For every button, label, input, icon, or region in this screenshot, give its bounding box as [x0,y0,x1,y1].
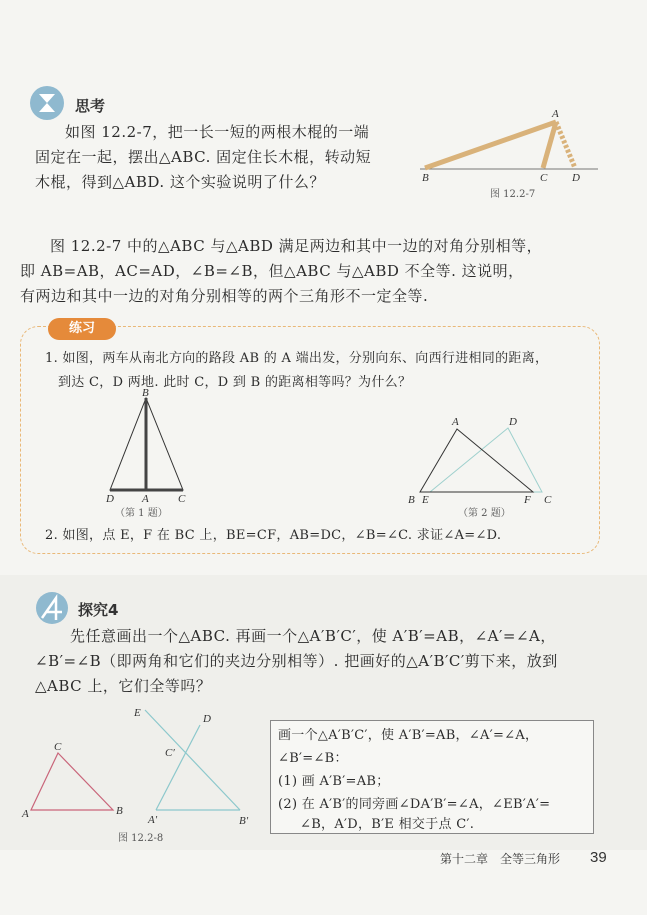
label-A: A [552,108,559,120]
label-D: D [203,713,211,725]
steps-line-5: ∠B，A′D，B′E 相交于点 C′. [300,817,475,832]
think-title: 思考 [75,97,106,115]
question-1-line-1: 1. 如图，两车从南北方向的路段 AB 的 A 端出发，分别向东、向西行进相同的距离， [45,351,549,366]
figure-caption-12-2-8: 图 12.2-8 [118,833,164,844]
label-E: E [422,494,429,506]
label-B: B [142,387,149,399]
paragraph-line-3: 有两边和其中一边的对角分别相等的两个三角形不一定全等. [20,287,429,305]
label-A: A [142,493,149,505]
page-number: 39 [590,849,607,866]
question-1-line-2: 到达 C，D 两地. 此时 C，D 到 B 的距离相等吗？为什么？ [58,375,412,390]
label-C: C [178,493,186,505]
label-A: A [22,808,29,820]
label-D: D [509,416,517,428]
label-C-prime: C′ [165,747,175,759]
explore-icon [36,592,68,624]
steps-line-3: (1) 画 A′B′=AB； [278,774,390,789]
question-2-caption: （第 2 题） [458,508,511,519]
label-C: C [540,172,548,184]
practice-tab: 练习 [48,318,116,340]
label-E: E [134,707,141,719]
explore-line-2: ∠B′=∠B（即两角和它们的夹边分别相等）. 把画好的△A′B′C′剪下来，放到 [35,652,558,670]
label-D: D [106,493,114,505]
explore-title: 探究4 [78,601,119,619]
label-B-prime: B′ [239,815,249,827]
explore-line-1: 先任意画出一个△ABC. 再画一个△A′B′C′，使 A′B′=AB，∠A′=∠A， [70,627,556,645]
label-B: B [422,172,429,184]
figure-12-2-8 [21,707,249,827]
steps-line-4: (2) 在 A′B′的同旁画∠DA′B′=∠A，∠EB′A′= [278,797,551,812]
label-B: B [116,805,123,817]
label-A-prime: A′ [148,814,158,826]
label-F: F [524,494,531,506]
steps-line-1: 画一个△A′B′C′，使 A′B′=AB，∠A′=∠A， [278,728,539,743]
label-B: B [408,494,415,506]
label-A: A [452,416,459,428]
think-line-2: 固定在一起，摆出△ABC. 固定住长木棍，转动短 [35,148,372,166]
footer-chapter: 第十二章 全等三角形 [440,852,561,866]
paragraph-line-2: 即 AB=AB，AC=AD，∠B=∠B，但△ABC 与△ABD 不全等. 这说明， [20,262,524,280]
label-C: C [544,494,552,506]
question-1-caption: （第 1 题） [115,508,168,519]
paragraph-line-1: 图 12.2-7 中的△ABC 与△ABD 满足两边和其中一边的对角分别相等， [50,237,543,255]
figure-caption-12-2-7: 图 12.2-7 [490,189,536,200]
figure-12-2-7 [420,108,598,184]
steps-line-2: ∠B′=∠B： [278,751,348,766]
question-2: 2. 如图，点 E，F 在 BC 上，BE=CF，AB=DC，∠B=∠C. 求证∠A=∠D. [45,528,502,543]
think-line-1: 如图 12.2-7，把一长一短的两根木棍的一端 [65,123,370,141]
explore-line-3: △ABC 上，它们全等吗？ [35,677,212,695]
label-D: D [572,172,580,184]
think-line-3: 木棍，得到△ABD. 这个实验说明了什么？ [35,173,325,191]
label-C: C [54,741,62,753]
